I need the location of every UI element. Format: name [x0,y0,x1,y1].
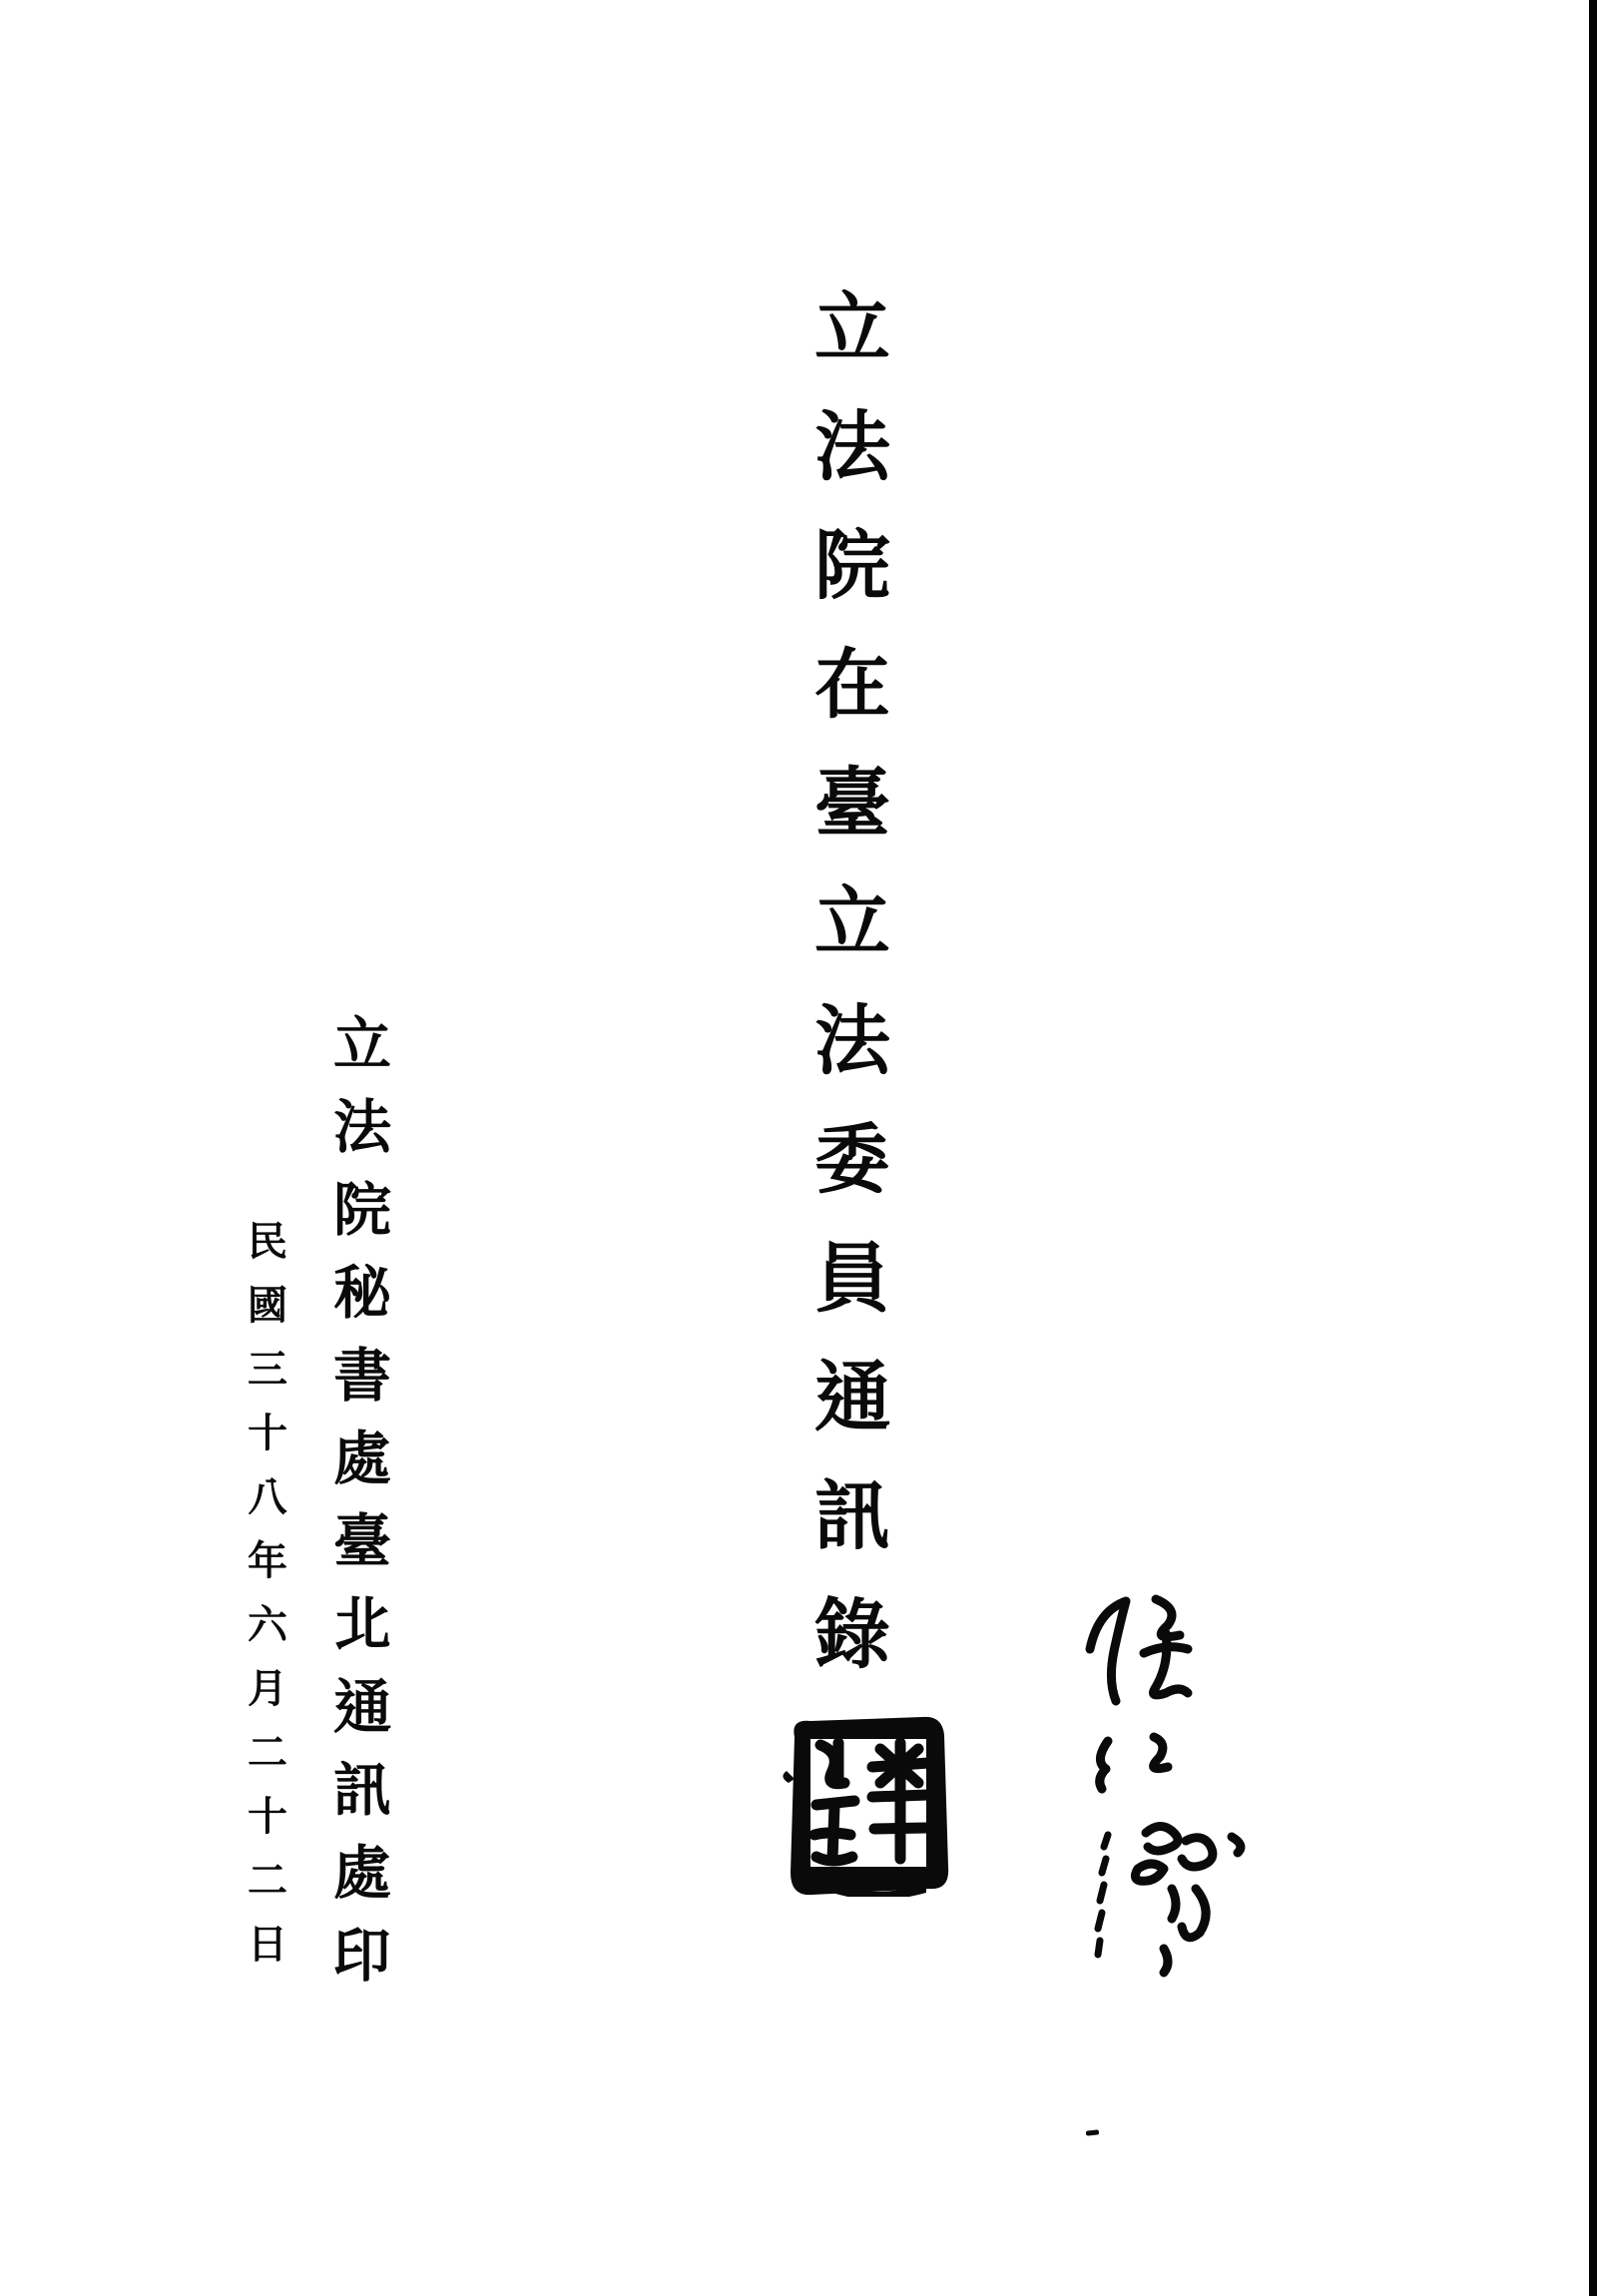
glyph: 三 [248,1347,287,1392]
glyph: 訊 [814,1474,890,1559]
glyph: 訊 [332,1757,391,1823]
glyph: 立 [332,1011,391,1077]
scan-artifact-speck [1086,2129,1099,2135]
book-title-vertical [810,270,894,1695]
glyph: 十 [248,1794,287,1839]
glyph: 臺 [814,762,890,847]
publisher-imprint-vertical [328,1003,396,1998]
glyph: 法 [814,405,890,490]
scan-edge-strip [1589,0,1597,2296]
glyph: 書 [332,1343,391,1409]
glyph: 二 [248,1858,287,1903]
seal-stamp-icon [777,1709,956,1897]
glyph: 月 [248,1666,287,1711]
glyph: 院 [332,1177,391,1243]
glyph: 委 [814,1118,890,1203]
glyph: 民 [248,1219,287,1264]
glyph: 錄 [814,1593,890,1678]
glyph: 年 [248,1538,287,1583]
glyph: 秘 [332,1260,391,1326]
glyph: 處 [332,1426,391,1491]
glyph: 北 [332,1591,391,1657]
glyph: 印 [332,1923,391,1989]
glyph: 員 [814,1237,890,1322]
glyph: 院 [814,524,890,609]
publication-date-vertical [243,1210,292,1977]
glyph: 通 [814,1356,890,1440]
glyph: 通 [332,1674,391,1740]
glyph: 法 [332,1094,391,1160]
glyph: 二 [248,1730,287,1775]
glyph: 日 [248,1922,287,1967]
glyph: 處 [332,1840,391,1906]
glyph: 在 [814,643,890,728]
handwritten-signature [1068,1589,1268,1994]
glyph: 國 [248,1283,287,1328]
glyph: 立 [814,880,890,965]
glyph: 十 [248,1411,287,1455]
glyph: 八 [248,1474,287,1519]
glyph: 六 [248,1602,287,1647]
glyph: 法 [814,999,890,1084]
glyph: 立 [814,287,890,371]
glyph: 臺 [332,1508,391,1574]
